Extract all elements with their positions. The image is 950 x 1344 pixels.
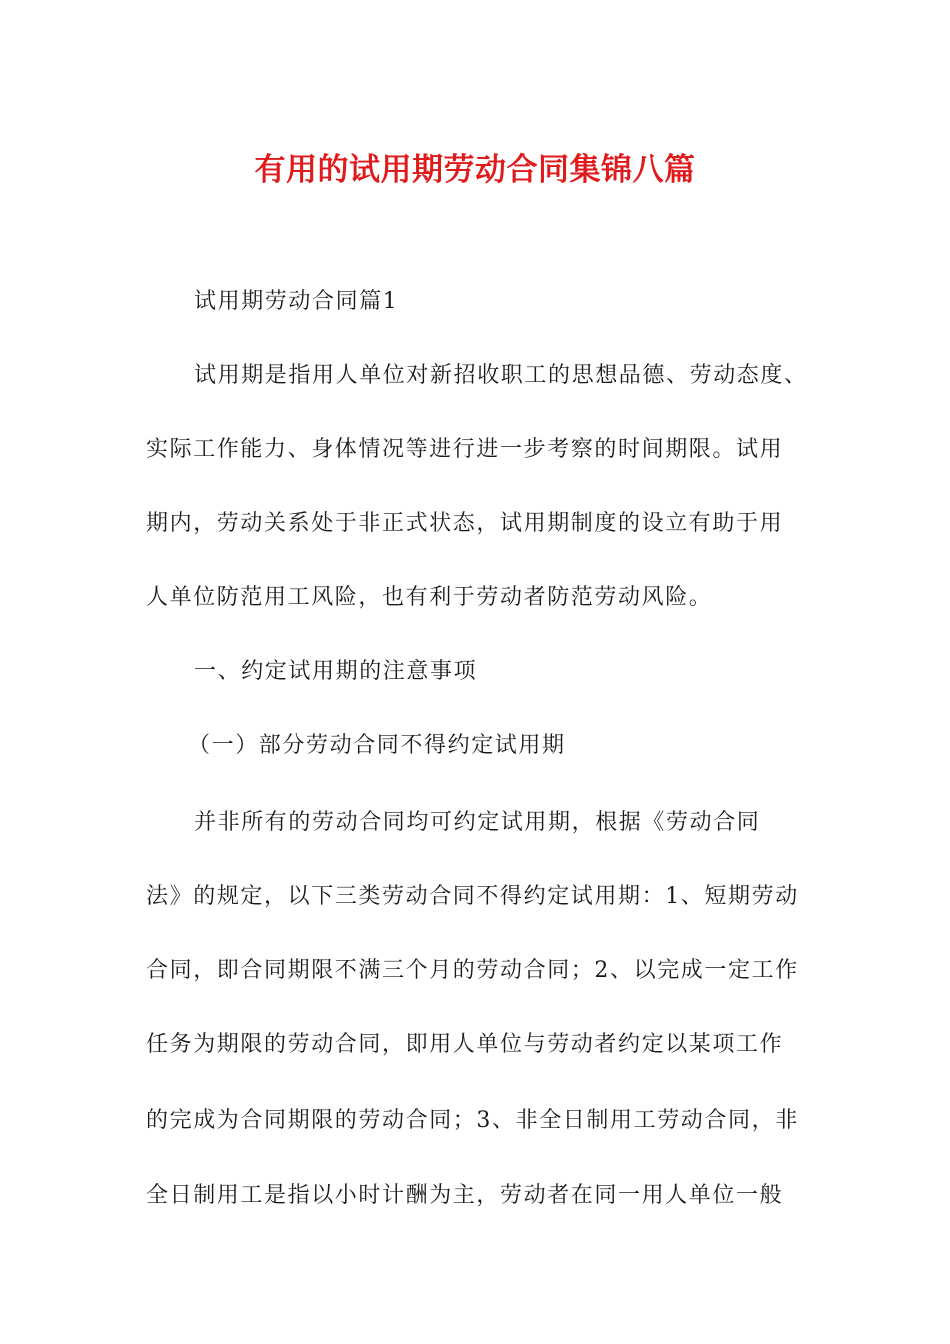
document-title: 有用的试用期劳动合同集锦八篇 (254, 152, 696, 188)
paragraph-line: 并非所有的劳动合同均可约定试用期，根据《劳动合同 (194, 810, 761, 835)
subsection-heading: （一）部分劳动合同不得约定试用期 (188, 733, 566, 758)
paragraph-line: 法》的规定，以下三类劳动合同不得约定试用期：1、短期劳动 (146, 884, 799, 909)
paragraph-line: 期内，劳动关系处于非正式状态，试用期制度的设立有助于用 (146, 511, 784, 536)
paragraph-line: 任务为期限的劳动合同，即用人单位与劳动者约定以某项工作 (146, 1032, 784, 1057)
subsection-heading: 一、约定试用期的注意事项 (194, 659, 478, 684)
paragraph-line: 的完成为合同期限的劳动合同；3、非全日制用工劳动合同，非 (146, 1108, 799, 1133)
paragraph-line: 实际工作能力、身体情况等进行进一步考察的时间期限。试用 (146, 437, 784, 462)
paragraph-line: 合同，即合同期限不满三个月的劳动合同；2、以完成一定工作 (146, 958, 799, 983)
paragraph-line: 人单位防范用工风险，也有利于劳动者防范劳动风险。 (146, 585, 713, 610)
paragraph-line: 试用期是指用人单位对新招收职工的思想品德、劳动态度、 (194, 363, 808, 388)
section-heading: 试用期劳动合同篇1 (194, 289, 399, 314)
paragraph-line: 全日制用工是指以小时计酬为主，劳动者在同一用人单位一般 (146, 1183, 784, 1208)
